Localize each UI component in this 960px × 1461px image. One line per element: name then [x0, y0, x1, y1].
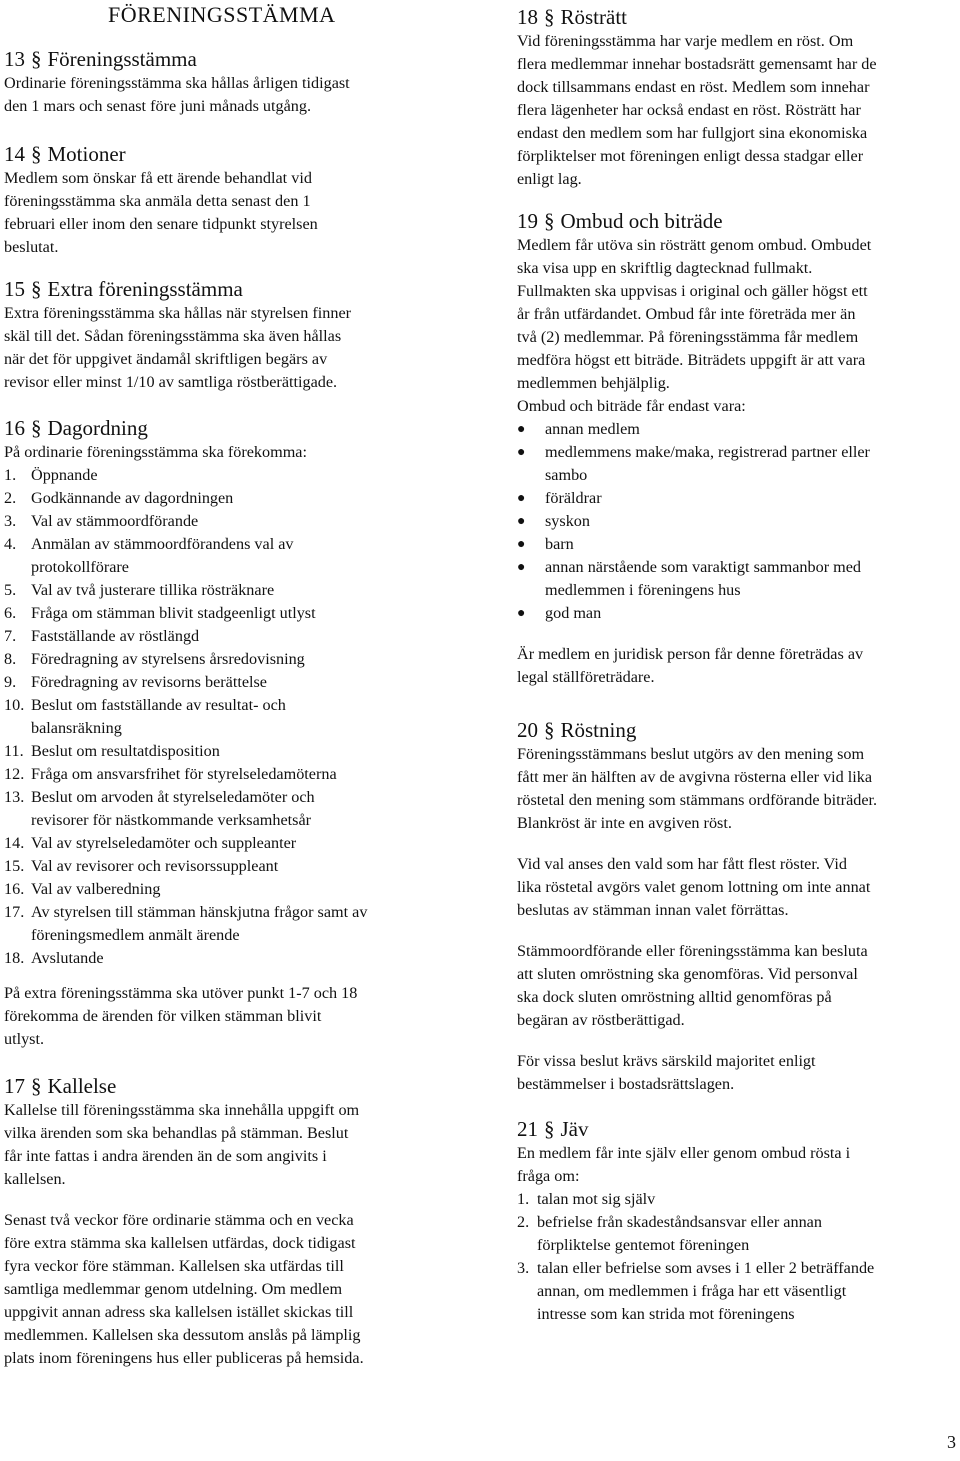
list-item: [4, 694, 464, 740]
bullet-line: god man: [545, 604, 602, 622]
text-line: Medlem som önskar få ett ärende behandlat vid: [4, 169, 312, 187]
text-line: På extra föreningsstämma ska utöver punkt 1-7 och 18: [4, 984, 358, 1002]
text-line: Extra föreningsstämma ska hållas när styrelsen finner: [4, 304, 352, 322]
list-item-text: [31, 579, 464, 602]
list-item: [4, 464, 464, 487]
bullet-icon: ●: [517, 560, 526, 575]
text-line: Ordinarie föreningsstämma ska hållas årligen tidigast: [4, 74, 350, 92]
list-item-number: 2.: [517, 1213, 530, 1231]
representative-list: [517, 418, 959, 625]
list-item-text: [31, 694, 464, 740]
list-item-number: 1.: [4, 466, 17, 484]
list-item: [4, 763, 464, 786]
text-line: samtliga medlemmar genom utdelning. Om medlem: [4, 1280, 343, 1298]
bullet-item: [517, 418, 959, 441]
bullet-line: medlemmen i föreningens hus: [545, 581, 741, 599]
section-17-paragraph-1: [4, 1099, 464, 1191]
section-16: [4, 415, 464, 1051]
text-line: flera medlemmar innehar bostadsrätt gemensamt har de: [517, 55, 877, 73]
text-line: medföra högst ett biträde. Biträdets uppgift är att vara: [517, 351, 866, 369]
text-line: februari eller inom den senare tidpunkt styrelsen: [4, 215, 318, 233]
list-item-line: Föredragning av revisorns berättelse: [31, 673, 267, 691]
list-item-line: föreningsmedlem anmält ärende: [31, 926, 240, 944]
list-item-number: 16.: [4, 880, 25, 898]
text-line: fyra veckor före stämman. Kallelsen ska utfärdas till: [4, 1257, 344, 1275]
list-item: [4, 579, 464, 602]
text-line: flera lägenheter har också endast en röst. Rösträtt har: [517, 101, 861, 119]
text-line: legal ställföreträdare.: [517, 668, 655, 686]
list-item-text: [31, 878, 464, 901]
text-line: att sluten omröstning ska genomföras. Vid personval: [517, 965, 858, 983]
document-title: FÖRENINGSSTÄMMA: [108, 2, 336, 27]
section-19: [517, 208, 959, 689]
list-item-line: befrielse från skadeståndsansvar eller annan: [537, 1213, 822, 1231]
agenda-intro: På ordinarie föreningsstämma ska förekomma:: [4, 443, 307, 461]
section-15-body: [4, 302, 464, 394]
list-item-text: [31, 855, 464, 878]
bullet-item: [517, 602, 959, 625]
list-item-line: Beslut om fastställande av resultat- och: [31, 696, 286, 714]
bullet-line: barn: [545, 535, 574, 553]
list-item-text: [31, 740, 464, 763]
list-item-text: [31, 510, 464, 533]
list-item-line: balansräkning: [31, 719, 122, 737]
list-item-line: revisorer för nästkommande verksamhetsår: [31, 811, 312, 829]
list-item-line: förpliktelse gentemot föreningen: [537, 1236, 750, 1254]
page-number: 3: [947, 1432, 956, 1452]
section-19-body: [517, 234, 959, 418]
text-line: Vid val anses den vald som har fått flest röster. Vid: [517, 855, 847, 873]
list-item-line: Val av revisorer och revisorssuppleant: [31, 857, 279, 875]
list-item-text: [537, 1257, 959, 1326]
section-20-paragraph-2: [517, 853, 959, 922]
list-item-text: [31, 901, 464, 947]
list-item-number: 5.: [4, 581, 17, 599]
text-line: lika röstetal avgörs valet genom lottning om inte annat: [517, 878, 871, 896]
text-line: vilka ärenden som ska behandlas på stämman. Beslut: [4, 1124, 349, 1142]
list-item: [4, 878, 464, 901]
list-item-number: 17.: [4, 903, 25, 921]
bullet-icon: ●: [517, 445, 526, 460]
list-item-number: 7.: [4, 627, 17, 645]
text-line: medlemmen. Kallelsen ska dessutom anslås på lämplig: [4, 1326, 361, 1344]
list-item-line: talan mot sig själv: [537, 1190, 656, 1208]
list-item-line: Val av två justerare tillika rösträknare: [31, 581, 275, 599]
bullet-icon: ●: [517, 537, 526, 552]
list-item-text: [31, 947, 464, 970]
bullet-text: [545, 510, 959, 533]
text-line: beslutas av stämman innan valet förrättas.: [517, 901, 789, 919]
text-line: Ombud och biträde får endast vara:: [517, 397, 746, 415]
section-18: [517, 4, 959, 191]
list-item-text: [537, 1188, 959, 1211]
section-20-paragraph-1: [517, 743, 959, 835]
section-heading: 14 § Motioner: [4, 142, 126, 166]
bullet-item: [517, 487, 959, 510]
text-line: kallelsen.: [4, 1170, 66, 1188]
text-line: revisor eller minst 1/10 av samtliga röstberättigade.: [4, 373, 338, 391]
list-item-number: 14.: [4, 834, 25, 852]
list-item-text: [31, 533, 464, 579]
text-line: två (2) medlemmar. På föreningsstämma får medlem: [517, 328, 859, 346]
list-item-text: [31, 487, 464, 510]
text-line: den 1 mars och senast före juni månads utgång.: [4, 97, 312, 115]
section-heading: 20 § Röstning: [517, 718, 637, 742]
bullet-line: annan medlem: [545, 420, 640, 438]
list-item: [4, 533, 464, 579]
text-line: får inte fattas i andra ärenden än de som angivits i: [4, 1147, 327, 1165]
section-heading: 21 § Jäv: [517, 1117, 589, 1141]
text-line: röstetal den mening som stämmans ordförande biträder.: [517, 791, 878, 809]
list-item-line: intresse som kan strida mot föreningens: [537, 1305, 795, 1323]
list-item: [4, 510, 464, 533]
text-line: Stämmoordförande eller föreningsstämma kan besluta: [517, 942, 868, 960]
text-line: förpliktelser mot föreningen enligt dessa stadgar eller: [517, 147, 864, 165]
list-item: [517, 1188, 959, 1211]
text-line: före extra stämma ska kallelsen utfärdas, dock tidigast: [4, 1234, 356, 1252]
list-item: [4, 740, 464, 763]
text-line: begäran av röstberättigad.: [517, 1011, 685, 1029]
section-heading: 15 § Extra föreningsstämma: [4, 277, 243, 301]
section-13-body: [4, 72, 464, 118]
list-item-line: Beslut om arvoden åt styrelseledamöter och: [31, 788, 315, 806]
bullet-item: [517, 556, 959, 602]
list-item-line: Godkännande av dagordningen: [31, 489, 234, 507]
extra-meeting-note: [4, 982, 464, 1051]
list-item-line: Beslut om resultatdisposition: [31, 742, 220, 760]
text-line: plats inom föreningens hus eller publiceras på hemsida.: [4, 1349, 364, 1367]
list-item-line: protokollförare: [31, 558, 129, 576]
bullet-line: medlemmens make/maka, registrerad partner eller: [545, 443, 870, 461]
list-item-text: [31, 671, 464, 694]
text-line: beslutat.: [4, 238, 59, 256]
bullet-icon: ●: [517, 514, 526, 529]
text-line: Medlem får utöva sin rösträtt genom ombud. Ombudet: [517, 236, 872, 254]
bullet-text: [545, 418, 959, 441]
section-17-paragraph-2: [4, 1209, 464, 1370]
text-line: år från utfärdandet. Ombud får inte företräda mer än: [517, 305, 856, 323]
bullet-text: [545, 602, 959, 625]
bullet-line: syskon: [545, 512, 590, 530]
list-item-line: Fråga om stämman blivit stadgeenligt utlyst: [31, 604, 316, 622]
list-item-number: 9.: [4, 673, 17, 691]
section-13: [4, 46, 464, 118]
text-line: För vissa beslut krävs särskild majoritet enligt: [517, 1052, 816, 1070]
list-item-text: [537, 1211, 959, 1257]
list-item: [4, 648, 464, 671]
text-line: när det för uppgivet ändamål skriftligen begärs av: [4, 350, 328, 368]
list-item: [517, 1211, 959, 1257]
text-line: En medlem får inte själv eller genom ombud rösta i: [517, 1144, 851, 1162]
list-item-line: Fastställande av röstlängd: [31, 627, 200, 645]
list-item-number: 3.: [517, 1259, 530, 1277]
list-item: [4, 786, 464, 832]
list-item: [4, 832, 464, 855]
list-item-text: [31, 786, 464, 832]
list-item-line: Öppnande: [31, 466, 98, 484]
bullet-text: [545, 556, 959, 602]
bullet-icon: ●: [517, 491, 526, 506]
list-item-number: 8.: [4, 650, 17, 668]
text-line: föreningsstämma ska anmäla detta senast den 1: [4, 192, 311, 210]
section-heading: 13 § Föreningsstämma: [4, 47, 197, 71]
list-item: [4, 855, 464, 878]
list-item-line: Av styrelsen till stämman hänskjutna frågor samt av: [31, 903, 368, 921]
text-line: Är medlem en juridisk person får denne företrädas av: [517, 645, 864, 663]
text-line: Senast två veckor före ordinarie stämma och en vecka: [4, 1211, 354, 1229]
text-line: bestämmelser i bostadsrättslagen.: [517, 1075, 735, 1093]
text-line: ska visa upp en skriftlig dagtecknad fullmakt.: [517, 259, 813, 277]
section-heading: 18 § Rösträtt: [517, 5, 627, 29]
list-item-number: 1.: [517, 1190, 530, 1208]
list-item-line: Anmälan av stämmoordförandens val av: [31, 535, 294, 553]
section-21-body: [517, 1142, 959, 1188]
text-line: Blankröst är inte en avgiven röst.: [517, 814, 732, 832]
list-item-number: 13.: [4, 788, 25, 806]
bullet-line: föräldrar: [545, 489, 602, 507]
section-15: [4, 276, 464, 394]
legal-person-note: [517, 643, 959, 689]
list-item-number: 10.: [4, 696, 25, 714]
list-item: [4, 625, 464, 648]
section-20: [517, 717, 959, 1096]
section-heading: 19 § Ombud och biträde: [517, 209, 723, 233]
list-item-text: [31, 602, 464, 625]
list-item-line: Föredragning av styrelsens årsredovisning: [31, 650, 305, 668]
list-item-text: [31, 763, 464, 786]
text-line: endast den medlem som har fullgjort sina ekonomiska: [517, 124, 868, 142]
bullet-line: sambo: [545, 466, 588, 484]
list-item-number: 4.: [4, 535, 17, 553]
section-14: [4, 141, 464, 259]
text-line: medlemmen behjälplig.: [517, 374, 670, 392]
list-item: [4, 487, 464, 510]
list-item-line: Avslutande: [31, 949, 104, 967]
text-line: utlyst.: [4, 1030, 45, 1048]
list-item: [4, 602, 464, 625]
text-line: dock tillsammans endast en röst. Medlem som innehar: [517, 78, 870, 96]
list-item-text: [31, 625, 464, 648]
list-item: [4, 947, 464, 970]
text-line: fått mer än hälften av de avgivna rösterna eller vid lika: [517, 768, 873, 786]
text-line: enligt lag.: [517, 170, 582, 188]
bullet-text: [545, 441, 959, 487]
bullet-item: [517, 441, 959, 487]
list-item-number: 15.: [4, 857, 25, 875]
list-item-number: 12.: [4, 765, 25, 783]
text-line: fråga om:: [517, 1167, 580, 1185]
list-item-number: 3.: [4, 512, 17, 530]
list-item-line: Fråga om ansvarsfrihet för styrelseledamöterna: [31, 765, 337, 783]
list-item: [4, 901, 464, 947]
bullet-text: [545, 533, 959, 556]
section-heading: 16 § Dagordning: [4, 416, 148, 440]
list-item-line: annan, om medlemmen i fråga har ett väsentligt: [537, 1282, 847, 1300]
section-14-body: [4, 167, 464, 259]
list-item-number: 6.: [4, 604, 17, 622]
list-item: [517, 1257, 959, 1326]
bullet-text: [545, 487, 959, 510]
list-item-line: Val av styrelseledamöter och suppleanter: [31, 834, 297, 852]
list-item-text: [31, 832, 464, 855]
list-item-text: [31, 464, 464, 487]
conflict-list: [517, 1188, 959, 1326]
bullet-item: [517, 510, 959, 533]
section-18-body: [517, 30, 959, 191]
text-line: Föreningsstämmans beslut utgörs av den mening som: [517, 745, 865, 763]
text-line: ska dock sluten omröstning alltid genomföras på: [517, 988, 832, 1006]
list-item: [4, 671, 464, 694]
section-17: [4, 1073, 464, 1370]
text-line: Fullmakten ska uppvisas i original och gäller högst ett: [517, 282, 868, 300]
bullet-item: [517, 533, 959, 556]
text-line: uppgivit annan adress ska kallelsen istället skickas till: [4, 1303, 354, 1321]
agenda-list: [4, 464, 464, 970]
list-item-number: 2.: [4, 489, 17, 507]
bullet-line: annan närstående som varaktigt sammanbor med: [545, 558, 862, 576]
text-line: Vid föreningsstämma har varje medlem en röst. Om: [517, 32, 854, 50]
list-item-line: talan eller befrielse som avses i 1 eller 2 beträffande: [537, 1259, 875, 1277]
list-item-number: 11.: [4, 742, 24, 760]
list-item-line: Val av stämmoordförande: [31, 512, 199, 530]
list-item-number: 18.: [4, 949, 25, 967]
section-20-paragraph-3: [517, 940, 959, 1032]
section-21: [517, 1116, 959, 1326]
list-item-line: Val av valberedning: [31, 880, 161, 898]
section-20-paragraph-4: [517, 1050, 959, 1096]
text-line: skäl till det. Sådan föreningsstämma ska även hållas: [4, 327, 342, 345]
text-line: Kallelse till föreningsstämma ska innehålla uppgift om: [4, 1101, 360, 1119]
list-item-text: [31, 648, 464, 671]
bullet-icon: ●: [517, 606, 526, 621]
bullet-icon: ●: [517, 422, 526, 437]
section-heading: 17 § Kallelse: [4, 1074, 117, 1098]
text-line: förekomma de ärenden för vilken stämman blivit: [4, 1007, 322, 1025]
